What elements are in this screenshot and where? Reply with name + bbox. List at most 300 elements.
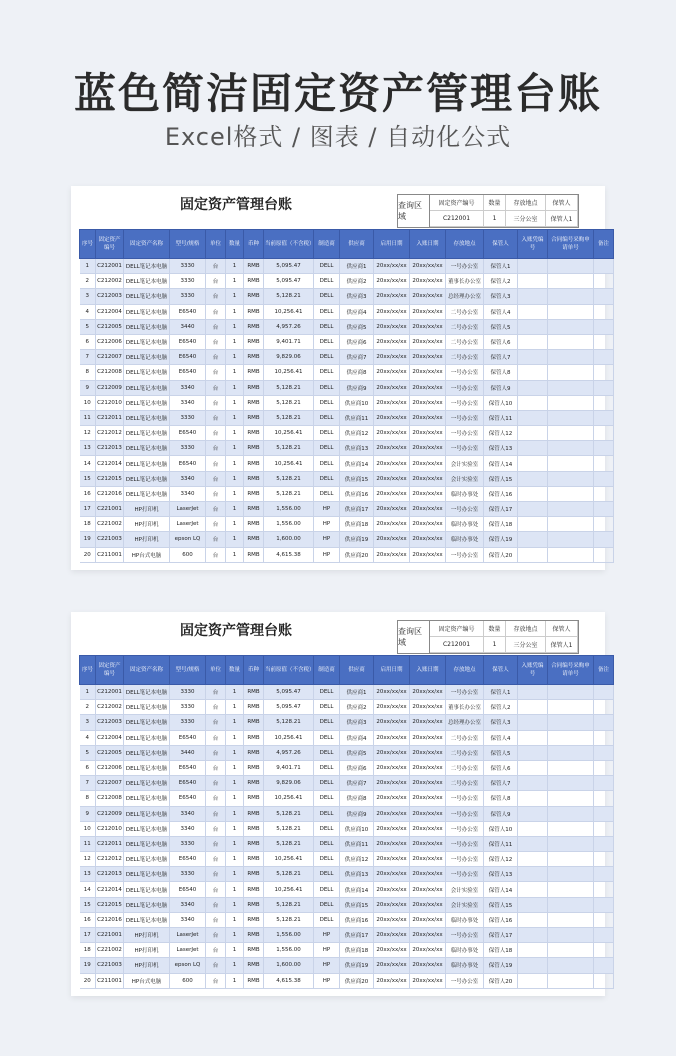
table-cell: DELL笔记本电脑	[124, 897, 170, 912]
table-cell	[518, 365, 548, 380]
table-row	[80, 517, 614, 532]
table-cell: DELL	[314, 259, 340, 274]
table-cell	[594, 882, 614, 897]
table-cell: 供应商15	[340, 897, 374, 912]
table-cell: 一号办公室	[446, 867, 484, 882]
table-cell	[594, 852, 614, 867]
table-cell: 20xx/xx/xx	[410, 760, 446, 775]
table-cell: 600	[170, 547, 206, 562]
table-cell: 一号办公室	[446, 852, 484, 867]
table-cell: 5,128.21	[264, 395, 314, 410]
table-cell: 供应商13	[340, 867, 374, 882]
table-cell	[594, 395, 614, 410]
table-cell: 供应商16	[340, 912, 374, 927]
table-cell: DELL笔记本电脑	[124, 852, 170, 867]
query-area	[397, 194, 579, 228]
table-cell: 1	[226, 943, 244, 958]
table-cell: 保管人3	[484, 289, 518, 304]
table-cell: 保管人20	[484, 973, 518, 988]
table-cell: DELL	[314, 912, 340, 927]
query-cell: 1	[484, 637, 506, 653]
table-cell	[594, 867, 614, 882]
column-header: 固定资产编号	[96, 656, 124, 685]
table-cell: 台	[206, 441, 226, 456]
table-cell: 保管人15	[484, 897, 518, 912]
table-cell: 总经理办公室	[446, 715, 484, 730]
table-cell: C212009	[96, 380, 124, 395]
table-cell: 20xx/xx/xx	[374, 410, 410, 425]
table-cell: 20xx/xx/xx	[410, 259, 446, 274]
table-cell	[594, 410, 614, 425]
query-cell: 1	[484, 211, 506, 227]
table-cell: 3340	[170, 486, 206, 501]
table-cell: 二号办公室	[446, 776, 484, 791]
table-cell: 18	[80, 517, 96, 532]
table-cell: DELL笔记本电脑	[124, 776, 170, 791]
table-cell: DELL	[314, 836, 340, 851]
table-cell: 20	[80, 973, 96, 988]
table-row	[80, 745, 614, 760]
table-cell	[594, 958, 614, 973]
table-cell: 3440	[170, 745, 206, 760]
table-cell: 10,256.41	[264, 426, 314, 441]
table-cell: 4,615.38	[264, 973, 314, 988]
table-cell: 1	[226, 334, 244, 349]
table-cell: DELL	[314, 289, 340, 304]
table-cell: 保管人14	[484, 882, 518, 897]
table-cell: 1	[226, 350, 244, 365]
table-cell: 台	[206, 912, 226, 927]
table-cell: 保管人13	[484, 867, 518, 882]
table-cell: 10,256.41	[264, 365, 314, 380]
table-cell: DELL笔记本电脑	[124, 395, 170, 410]
table-row	[80, 958, 614, 973]
table-cell: 5,128.21	[264, 471, 314, 486]
table-cell: DELL	[314, 304, 340, 319]
hero-title: 蓝色简洁固定资产管理台账	[73, 69, 602, 118]
table-cell: 9,401.71	[264, 334, 314, 349]
hero-subtitle: Excel格式 / 图表 / 自动化公式	[164, 123, 512, 151]
table-cell: 1	[226, 426, 244, 441]
table-cell: 供应商19	[340, 532, 374, 547]
table-cell: 保管人1	[484, 685, 518, 700]
table-cell: 供应商9	[340, 380, 374, 395]
table-cell: 台	[206, 715, 226, 730]
table-row	[80, 547, 614, 562]
table-cell: 7	[80, 350, 96, 365]
table-cell: HP	[314, 502, 340, 517]
table-cell	[548, 319, 594, 334]
table-cell: 5,095.47	[264, 274, 314, 289]
table-cell: DELL笔记本电脑	[124, 289, 170, 304]
column-header: 合同编号采购申请单号	[548, 656, 594, 685]
table-cell: RMB	[244, 471, 264, 486]
table-cell: C212010	[96, 821, 124, 836]
table-cell: 20xx/xx/xx	[374, 395, 410, 410]
table-cell: C212004	[96, 304, 124, 319]
query-cell: 保管人1	[546, 637, 578, 653]
table-cell: C221002	[96, 943, 124, 958]
table-cell: 1,556.00	[264, 928, 314, 943]
table-cell: E6540	[170, 791, 206, 806]
table-cell: 20xx/xx/xx	[374, 441, 410, 456]
table-row	[80, 304, 614, 319]
table-cell	[594, 928, 614, 943]
table-cell: 供应商14	[340, 882, 374, 897]
table-cell: 3340	[170, 912, 206, 927]
table-cell: 19	[80, 958, 96, 973]
table-cell	[594, 380, 614, 395]
table-cell: 17	[80, 928, 96, 943]
table-cell: DELL笔记本电脑	[124, 836, 170, 851]
table-cell: 5,128.21	[264, 821, 314, 836]
table-cell: 20xx/xx/xx	[374, 943, 410, 958]
table-cell: E6540	[170, 882, 206, 897]
table-cell: 1	[226, 319, 244, 334]
table-cell: C212008	[96, 365, 124, 380]
table-cell: RMB	[244, 897, 264, 912]
table-cell: RMB	[244, 973, 264, 988]
asset-ledger-table	[79, 229, 614, 563]
table-row	[80, 730, 614, 745]
table-cell	[518, 471, 548, 486]
query-cell: 存放地点	[506, 621, 546, 637]
table-cell: 总经理办公室	[446, 289, 484, 304]
table-cell: 一号办公室	[446, 502, 484, 517]
table-cell: DELL笔记本电脑	[124, 259, 170, 274]
table-cell: 20xx/xx/xx	[410, 745, 446, 760]
table-cell: 1	[226, 806, 244, 821]
table-cell: C212004	[96, 730, 124, 745]
query-cell: 三分公室	[506, 211, 546, 227]
table-cell	[548, 486, 594, 501]
table-cell	[548, 471, 594, 486]
table-cell: E6540	[170, 350, 206, 365]
table-cell: 20xx/xx/xx	[374, 700, 410, 715]
table-cell: HP打印机	[124, 532, 170, 547]
table-cell	[548, 365, 594, 380]
table-cell: C212012	[96, 852, 124, 867]
table-cell	[518, 715, 548, 730]
table-cell	[518, 836, 548, 851]
table-cell: 1	[226, 897, 244, 912]
table-cell: 20xx/xx/xx	[374, 973, 410, 988]
table-cell: 12	[80, 426, 96, 441]
table-cell: C212007	[96, 350, 124, 365]
table-cell: 1	[226, 867, 244, 882]
table-cell: 1	[226, 532, 244, 547]
column-header: 单位	[206, 656, 226, 685]
table-cell: 2	[80, 274, 96, 289]
table-cell: 20xx/xx/xx	[410, 897, 446, 912]
table-cell: 一号办公室	[446, 973, 484, 988]
table-cell: C221003	[96, 532, 124, 547]
table-cell: 10,256.41	[264, 456, 314, 471]
table-cell: 保管人13	[484, 441, 518, 456]
table-cell	[594, 486, 614, 501]
table-cell: 20xx/xx/xx	[410, 532, 446, 547]
table-cell: 供应商10	[340, 821, 374, 836]
table-cell	[518, 685, 548, 700]
table-cell: 20xx/xx/xx	[410, 350, 446, 365]
table-cell: 保管人20	[484, 547, 518, 562]
table-cell: DELL笔记本电脑	[124, 730, 170, 745]
table-cell: DELL	[314, 760, 340, 775]
column-header: 供应商	[340, 656, 374, 685]
table-row	[80, 852, 614, 867]
table-cell: HP打印机	[124, 928, 170, 943]
column-header: 入账日期	[410, 230, 446, 259]
table-cell	[548, 380, 594, 395]
table-cell: 3	[80, 715, 96, 730]
table-cell: C212009	[96, 806, 124, 821]
table-cell: 临时办事处	[446, 517, 484, 532]
table-cell: 20xx/xx/xx	[410, 426, 446, 441]
table-cell: 二号办公室	[446, 745, 484, 760]
table-cell: 8	[80, 791, 96, 806]
table-cell: RMB	[244, 943, 264, 958]
table-cell: 5	[80, 745, 96, 760]
table-cell: E6540	[170, 426, 206, 441]
table-cell: RMB	[244, 486, 264, 501]
table-cell: 20xx/xx/xx	[410, 882, 446, 897]
table-cell: 16	[80, 912, 96, 927]
table-cell: 供应商7	[340, 350, 374, 365]
table-cell: RMB	[244, 685, 264, 700]
table-cell: 1	[226, 685, 244, 700]
table-cell: 临时办事处	[446, 486, 484, 501]
table-cell: RMB	[244, 334, 264, 349]
table-cell: DELL	[314, 806, 340, 821]
table-cell: DELL	[314, 685, 340, 700]
table-cell: 台	[206, 882, 226, 897]
table-cell: 供应商12	[340, 852, 374, 867]
column-header: 数量	[226, 230, 244, 259]
table-cell: 20xx/xx/xx	[410, 912, 446, 927]
table-cell: 台	[206, 259, 226, 274]
table-row	[80, 973, 614, 988]
table-cell: 20xx/xx/xx	[410, 700, 446, 715]
table-cell: 供应商16	[340, 486, 374, 501]
table-cell: 14	[80, 456, 96, 471]
table-cell: 保管人8	[484, 365, 518, 380]
table-cell: 20xx/xx/xx	[374, 730, 410, 745]
table-cell	[548, 928, 594, 943]
table-cell: 8	[80, 365, 96, 380]
table-cell: 台	[206, 836, 226, 851]
table-cell: 会计实验室	[446, 897, 484, 912]
table-cell: 台	[206, 791, 226, 806]
column-header: 入账日期	[410, 656, 446, 685]
table-row	[80, 334, 614, 349]
table-cell: HP打印机	[124, 943, 170, 958]
table-cell: 供应商5	[340, 745, 374, 760]
table-cell: 保管人17	[484, 928, 518, 943]
table-cell: 供应商14	[340, 456, 374, 471]
table-cell: DELL	[314, 471, 340, 486]
table-cell: E6540	[170, 730, 206, 745]
table-cell: 保管人18	[484, 943, 518, 958]
table-row	[80, 791, 614, 806]
table-cell: 保管人11	[484, 836, 518, 851]
table-cell: 1,556.00	[264, 502, 314, 517]
table-cell: 20xx/xx/xx	[374, 715, 410, 730]
table-cell: C212006	[96, 334, 124, 349]
table-cell: DELL笔记本电脑	[124, 441, 170, 456]
table-cell	[594, 365, 614, 380]
table-cell: 3340	[170, 380, 206, 395]
table-cell: RMB	[244, 532, 264, 547]
table-cell: 供应商20	[340, 547, 374, 562]
table-cell: 20xx/xx/xx	[410, 821, 446, 836]
table-cell: 20xx/xx/xx	[374, 867, 410, 882]
table-cell	[594, 730, 614, 745]
table-cell	[518, 821, 548, 836]
query-cell: 存放地点	[506, 195, 546, 211]
table-cell: 18	[80, 943, 96, 958]
table-cell	[548, 730, 594, 745]
table-cell: 1	[226, 410, 244, 425]
table-cell: 20xx/xx/xx	[410, 776, 446, 791]
table-cell: epson LQ	[170, 532, 206, 547]
table-cell: 1	[226, 776, 244, 791]
table-cell	[548, 441, 594, 456]
asset-ledger-table	[79, 655, 614, 989]
table-cell: DELL	[314, 350, 340, 365]
table-cell: RMB	[244, 852, 264, 867]
table-cell	[594, 760, 614, 775]
table-cell: C212015	[96, 897, 124, 912]
table-cell: RMB	[244, 730, 264, 745]
table-cell: 保管人9	[484, 806, 518, 821]
table-cell: 10	[80, 821, 96, 836]
table-cell: C212001	[96, 259, 124, 274]
table-cell: C211001	[96, 547, 124, 562]
table-cell	[594, 319, 614, 334]
table-cell: DELL笔记本电脑	[124, 700, 170, 715]
table-cell: DELL笔记本电脑	[124, 882, 170, 897]
table-cell: RMB	[244, 715, 264, 730]
table-cell: RMB	[244, 547, 264, 562]
table-cell: 20xx/xx/xx	[410, 958, 446, 973]
table-cell: DELL	[314, 897, 340, 912]
table-cell: 1	[226, 259, 244, 274]
table-cell: 20xx/xx/xx	[374, 304, 410, 319]
table-cell: E6540	[170, 852, 206, 867]
table-cell: 5,128.21	[264, 897, 314, 912]
table-cell: HP打印机	[124, 502, 170, 517]
table-cell: C212003	[96, 715, 124, 730]
table-cell: 20xx/xx/xx	[374, 547, 410, 562]
table-cell: 20xx/xx/xx	[374, 319, 410, 334]
table-cell: 1	[226, 912, 244, 927]
table-cell	[548, 791, 594, 806]
table-cell: 20xx/xx/xx	[374, 912, 410, 927]
table-cell: 5,128.21	[264, 410, 314, 425]
table-cell: 供应商2	[340, 700, 374, 715]
table-cell	[518, 380, 548, 395]
table-cell	[548, 502, 594, 517]
table-cell: 5,128.21	[264, 380, 314, 395]
table-cell: 20xx/xx/xx	[374, 426, 410, 441]
table-cell: 台	[206, 867, 226, 882]
table-cell	[518, 776, 548, 791]
table-cell: 20xx/xx/xx	[374, 760, 410, 775]
table-row	[80, 882, 614, 897]
table-cell: 3330	[170, 700, 206, 715]
column-header: 保管人	[484, 230, 518, 259]
table-cell: 1	[226, 289, 244, 304]
table-cell: 一号办公室	[446, 259, 484, 274]
table-body	[80, 685, 614, 989]
table-cell: 6	[80, 334, 96, 349]
table-cell	[548, 426, 594, 441]
table-cell: 1	[226, 745, 244, 760]
table-cell: 供应商20	[340, 973, 374, 988]
table-cell: 20xx/xx/xx	[410, 471, 446, 486]
table-cell: 供应商17	[340, 928, 374, 943]
ledger-sheet-preview-1	[71, 186, 609, 570]
table-cell: 20xx/xx/xx	[374, 486, 410, 501]
table-cell: LaserJet	[170, 517, 206, 532]
table-cell: DELL笔记本电脑	[124, 791, 170, 806]
table-cell: 供应商7	[340, 776, 374, 791]
table-cell	[548, 350, 594, 365]
table-cell	[548, 745, 594, 760]
table-cell: 供应商8	[340, 791, 374, 806]
table-cell: 20xx/xx/xx	[410, 928, 446, 943]
table-cell: 供应商13	[340, 441, 374, 456]
table-row	[80, 426, 614, 441]
table-cell: 台	[206, 410, 226, 425]
table-cell	[594, 502, 614, 517]
table-cell: 3340	[170, 806, 206, 821]
table-cell: 20xx/xx/xx	[410, 365, 446, 380]
table-cell: DELL	[314, 730, 340, 745]
table-cell: 5,128.21	[264, 715, 314, 730]
table-cell: C221001	[96, 928, 124, 943]
table-row	[80, 836, 614, 851]
table-cell: 供应商10	[340, 395, 374, 410]
table-cell: 台	[206, 304, 226, 319]
table-cell: 台	[206, 776, 226, 791]
table-cell: 20xx/xx/xx	[374, 532, 410, 547]
table-cell: 4,957.26	[264, 319, 314, 334]
query-cell: 三分公室	[506, 637, 546, 653]
query-cell: 保管人	[546, 195, 578, 211]
table-cell	[518, 289, 548, 304]
table-cell	[594, 350, 614, 365]
table-cell	[548, 852, 594, 867]
table-cell: 会计实验室	[446, 471, 484, 486]
query-cell: 数量	[484, 195, 506, 211]
table-cell: 保管人12	[484, 426, 518, 441]
table-cell	[548, 304, 594, 319]
table-cell: 20xx/xx/xx	[410, 456, 446, 471]
table-cell: 1	[226, 973, 244, 988]
table-cell: RMB	[244, 700, 264, 715]
table-cell: 供应商3	[340, 715, 374, 730]
table-cell: DELL	[314, 441, 340, 456]
table-cell: DELL	[314, 426, 340, 441]
column-header: 制造商	[314, 230, 340, 259]
table-cell: RMB	[244, 517, 264, 532]
table-cell	[518, 973, 548, 988]
table-cell: 20xx/xx/xx	[374, 274, 410, 289]
table-cell: 1,556.00	[264, 943, 314, 958]
table-cell: 台	[206, 685, 226, 700]
table-cell	[548, 547, 594, 562]
